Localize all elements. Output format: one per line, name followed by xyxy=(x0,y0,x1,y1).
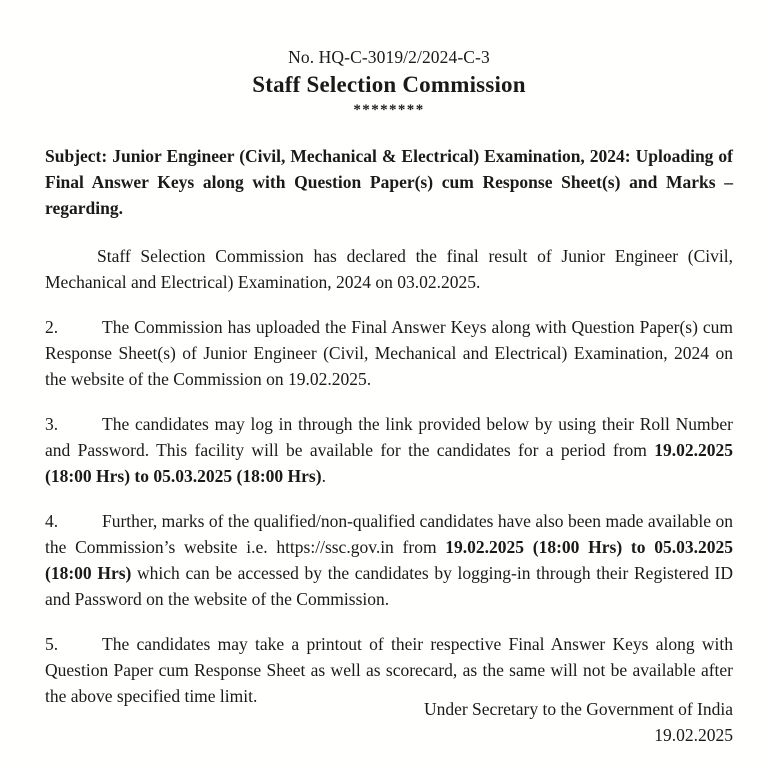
paragraph-3 xyxy=(45,411,733,489)
signature-block xyxy=(424,696,733,748)
paragraph-2 xyxy=(45,314,733,392)
paragraph-5-number: 5. xyxy=(45,634,59,654)
signature-date: 19.02.2025 xyxy=(654,725,733,745)
subject-line: Subject: Junior Engineer (Civil, Mechanical & Electrical) Examination, 2024: Uploading of Final Answer Keys along with Question Paper(s) cum Response Sheet(s) and Marks – regarding. xyxy=(45,146,733,218)
paragraph-3-text-after: . xyxy=(321,466,326,486)
paragraph-4-text-after: which can be accessed by the candidates by logging-in through their Registered ID and Password on the website of the Commission. xyxy=(45,563,733,609)
document-content xyxy=(45,45,733,709)
organization-title: Staff Selection Commission xyxy=(252,72,526,97)
paragraph-4-date-range: 19.02.2025 (18:00 Hrs) to 05.03.2025 (18:00 Hrs) xyxy=(45,537,733,583)
paragraph-4-text-before: Further, marks of the qualified/non-qualified candidates have also been made available on the Commission’s website i.e. https://ssc.gov.in from xyxy=(45,511,733,557)
paragraph-2-number: 2. xyxy=(45,317,59,337)
file-number: No. HQ-C-3019/2/2024-C-3 xyxy=(288,47,490,67)
paragraph-3-date-range: 19.02.2025 (18:00 Hrs) to 05.03.2025 (18:00 Hrs) xyxy=(45,440,733,486)
paragraph-4-number: 4. xyxy=(45,511,59,531)
paragraph-4 xyxy=(45,508,733,612)
asterisk-separator: ******** xyxy=(353,102,425,118)
paragraph-3-text-before: The candidates may log in through the link provided below by using their Roll Number and Password. This facility will be available for the candidates for a period from xyxy=(45,414,733,460)
paragraph-1: Staff Selection Commission has declared the final result of Junior Engineer (Civil, Mechanical and Electrical) Examination, 2024 on 03.02.2025. xyxy=(45,246,733,292)
paragraph-5-text: The candidates may take a printout of their respective Final Answer Keys along with Question Paper cum Response Sheet as well as scorecard, as the same will not be available after the above specified time limit. xyxy=(45,634,733,706)
signatory-designation: Under Secretary to the Government of India xyxy=(423,699,733,719)
paragraph-3-number: 3. xyxy=(45,414,59,434)
paragraph-2-text: The Commission has uploaded the Final Answer Keys along with Question Paper(s) cum Response Sheet(s) of Junior Engineer (Civil, Mechanical and Electrical) Examination, 2024 on the website of the Commission on 19.02.2025. xyxy=(45,317,733,389)
